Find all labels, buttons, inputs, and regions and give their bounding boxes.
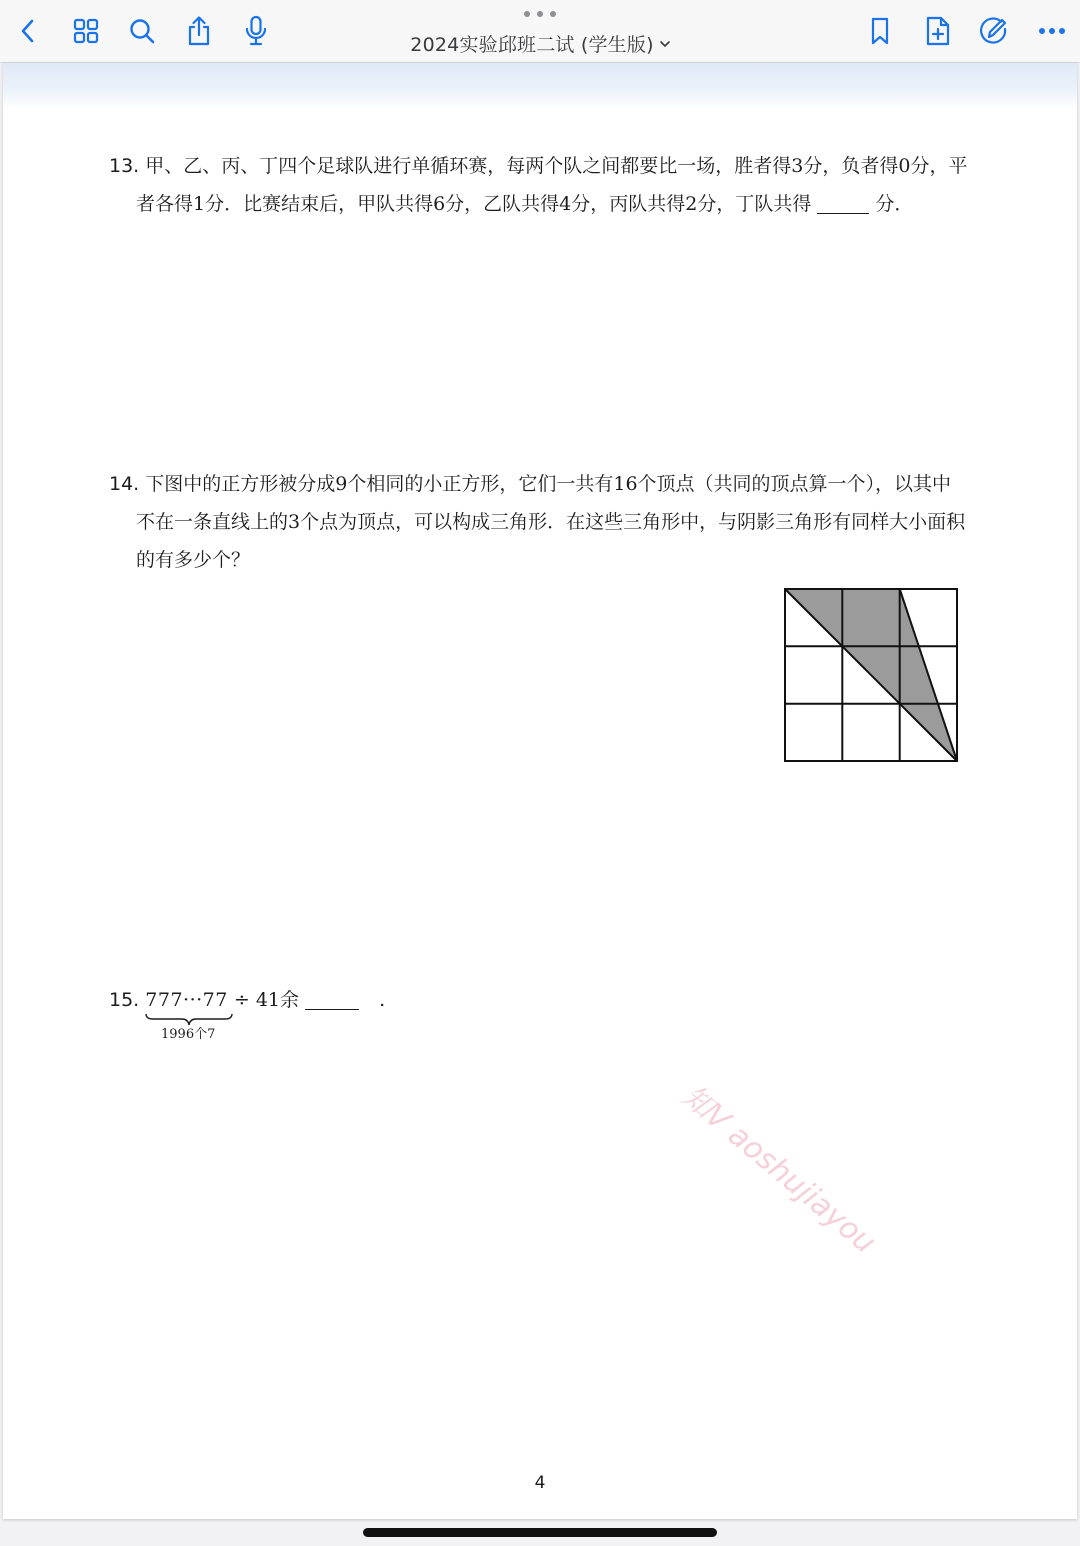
add-page-icon [924, 15, 952, 47]
brace-label: 1996个7 [161, 1027, 216, 1042]
grabber-dot [550, 11, 556, 17]
question-13-line-2 [136, 185, 913, 223]
toolbar [0, 0, 1080, 63]
expression-digits: 777···77 [145, 989, 228, 1011]
question-13 [109, 147, 967, 185]
expression-rest: ÷ 41余 [233, 989, 300, 1011]
answer-blank [305, 987, 359, 1010]
question-15-end: . [379, 989, 386, 1011]
document-page[interactable] [3, 63, 1077, 1519]
markup-button[interactable] [976, 12, 1012, 50]
question-13-line-2-text: 者各得1分．比赛结束后，甲队共得6分，乙队共得4分，丙队共得2分，丁队共得 [136, 193, 812, 215]
grabber-dot [537, 11, 543, 17]
question-14-line-1: 下图中的正方形被分成9个相同的小正方形，它们一共有16个顶点（共同的顶点算一个），以其中 [145, 473, 952, 495]
question-14-line-3: 的有多少个？ [136, 549, 251, 571]
question-13-line-1: 甲、乙、丙、丁四个足球队进行单循环赛，每两个队之间都要比一场，胜者得3分，负者得0分，平 [145, 155, 968, 177]
chevron-down-icon [660, 31, 670, 53]
question-number: 15. [109, 989, 140, 1011]
home-indicator[interactable] [363, 1528, 717, 1537]
page-header-band [3, 63, 1077, 109]
question-14 [109, 465, 951, 503]
grabber-dot [524, 11, 530, 17]
question-13-line-2-end: 分． [875, 193, 914, 215]
question-14-line-2: 不在一条直线上的3个点为顶点，可以构成三角形．在这些三角形中，与阴影三角形有同样大小面积 [136, 511, 966, 533]
document-title: 2024实验邱班二试 (学生版) [410, 34, 654, 56]
grid-figure [783, 587, 963, 767]
ellipsis-icon [1038, 27, 1066, 35]
pencil-circle-icon [979, 16, 1009, 46]
question-number: 14. [109, 473, 140, 495]
question-number: 13. [109, 155, 140, 177]
page-number: 4 [534, 1473, 546, 1493]
answer-blank [817, 191, 869, 214]
bookmark-icon [868, 16, 892, 46]
bookmark-button[interactable] [862, 12, 898, 50]
add-page-button[interactable] [920, 12, 956, 50]
more-button[interactable] [1034, 12, 1070, 50]
document-title-menu[interactable] [0, 30, 1080, 57]
watermark: 知V aoshujiayou [675, 1079, 883, 1261]
window-grabber[interactable] [524, 10, 556, 18]
